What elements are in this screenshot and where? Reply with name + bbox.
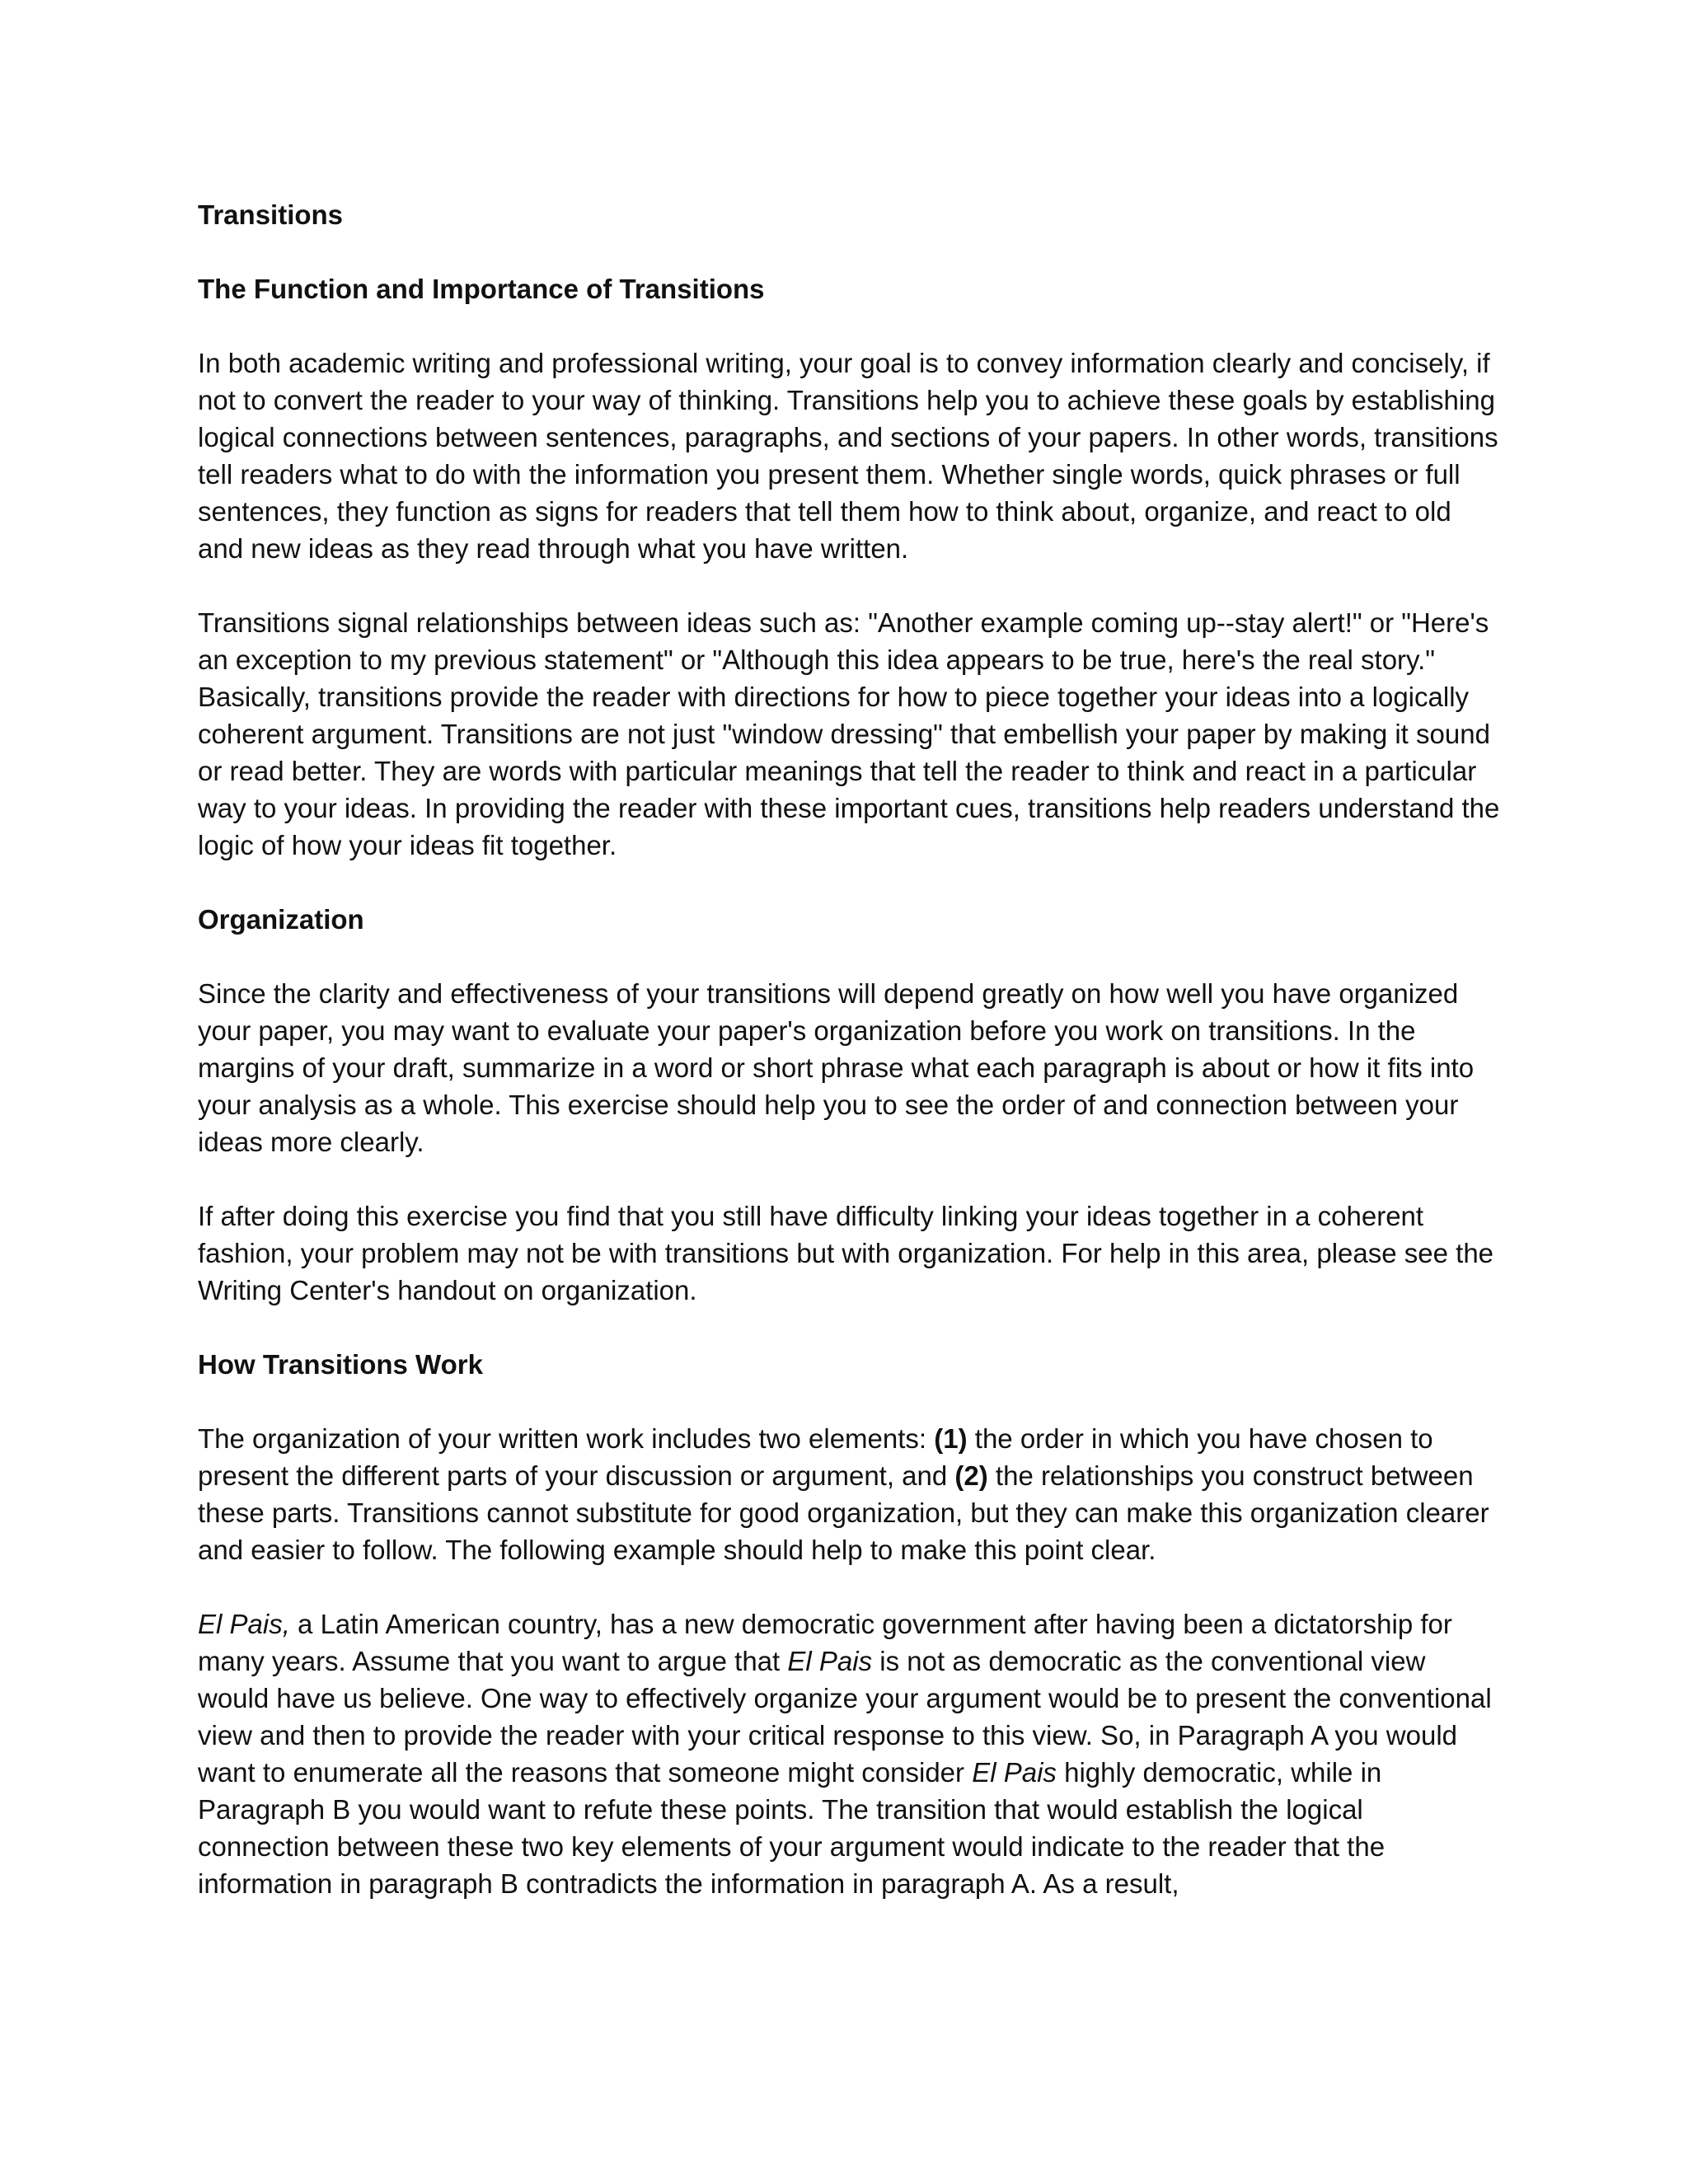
italic-name: El Pais <box>972 1757 1057 1788</box>
document-title: Transitions <box>198 199 344 230</box>
text-span: highly democratic, while in Paragraph B you would want to refute these points. The transition that would establish the logical connection between these two key elements of your argument would indicate to the reader that the information in paragraph B contradicts the information in paragraph A. As a result, <box>198 1757 1386 1899</box>
section-heading-function-importance: The Function and Importance of Transitions <box>198 274 765 304</box>
text-span: a Latin American country, has a new democratic government after having been a dictatorship for many years. Assume that you want to argue that <box>198 1609 1452 1676</box>
italic-name: El Pais, <box>198 1609 290 1639</box>
paragraph-how-work-1 <box>198 1420 1500 1568</box>
paragraph-function-2: Transitions signal relationships between ideas such as: "Another example coming up--stay alert!" or "Here's an exception to my previous statement" or "Although this idea appears to be true, here's the real story." Basically, transitions provide the reader with directions for how to piece together your ideas into a logically coherent argument. Transitions are not just "window dressing" that embellish your paper by making it sound or read better. They are words with particular meanings that tell the reader to think and react in a particular way to your ideas. In providing the reader with these important cues, transitions help readers understand the logic of how your ideas fit together. <box>198 607 1500 860</box>
section-heading-organization: Organization <box>198 904 364 935</box>
marker-two: (2) <box>954 1460 988 1491</box>
section-heading-how-transitions-work: How Transitions Work <box>198 1349 483 1380</box>
paragraph-organization-1: Since the clarity and effectiveness of your transitions will depend greatly on how well you have organized your paper, you may want to evaluate your paper's organization before you work on transitions. In the margins of your draft, summarize in a word or short phrase what each paragraph is about or how it fits into your analysis as a whole. This exercise should help you to see the order of and connection between your ideas more clearly. <box>198 978 1475 1157</box>
italic-name: El Pais <box>787 1646 873 1676</box>
paragraph-function-1: In both academic writing and professional writing, your goal is to convey information clearly and concisely, if not to convert the reader to your way of thinking. Transitions help you to achieve these goals by establishing logical connections between sentences, paragraphs, and sections of your papers. In other words, transitions tell readers what to do with the information you present them. Whether single words, quick phrases or full sentences, they function as signs for readers that tell them how to think about, organize, and react to old and new ideas as they read through what you have written. <box>198 348 1498 564</box>
document-page <box>198 196 1500 1939</box>
paragraph-organization-2: If after doing this exercise you find that you still have difficulty linking your ideas together in a coherent fashion, your problem may not be with transitions but with organization. For help in this area, please see the Writing Center's handout on organization. <box>198 1201 1494 1305</box>
marker-one: (1) <box>934 1423 968 1454</box>
text-span: is not as democratic as the conventional view would have us believe. One way to effectively organize your argument would be to present the conventional view and then to provide the reader with your critical response to this view. So, in Paragraph A you would want to enumerate all the reasons that someone might consider <box>198 1646 1492 1788</box>
text-span: The organization of your written work includes two elements: <box>198 1423 935 1454</box>
text-span: the relationships you construct between these parts. Transitions cannot substitute for good organization, but they can make this organization clearer and easier to follow. The following example should help to make this point clear. <box>198 1460 1489 1565</box>
text-span: the order in which you have chosen to present the different parts of your discussion or argument, and <box>198 1423 1433 1491</box>
paragraph-how-work-2 <box>198 1605 1500 1902</box>
